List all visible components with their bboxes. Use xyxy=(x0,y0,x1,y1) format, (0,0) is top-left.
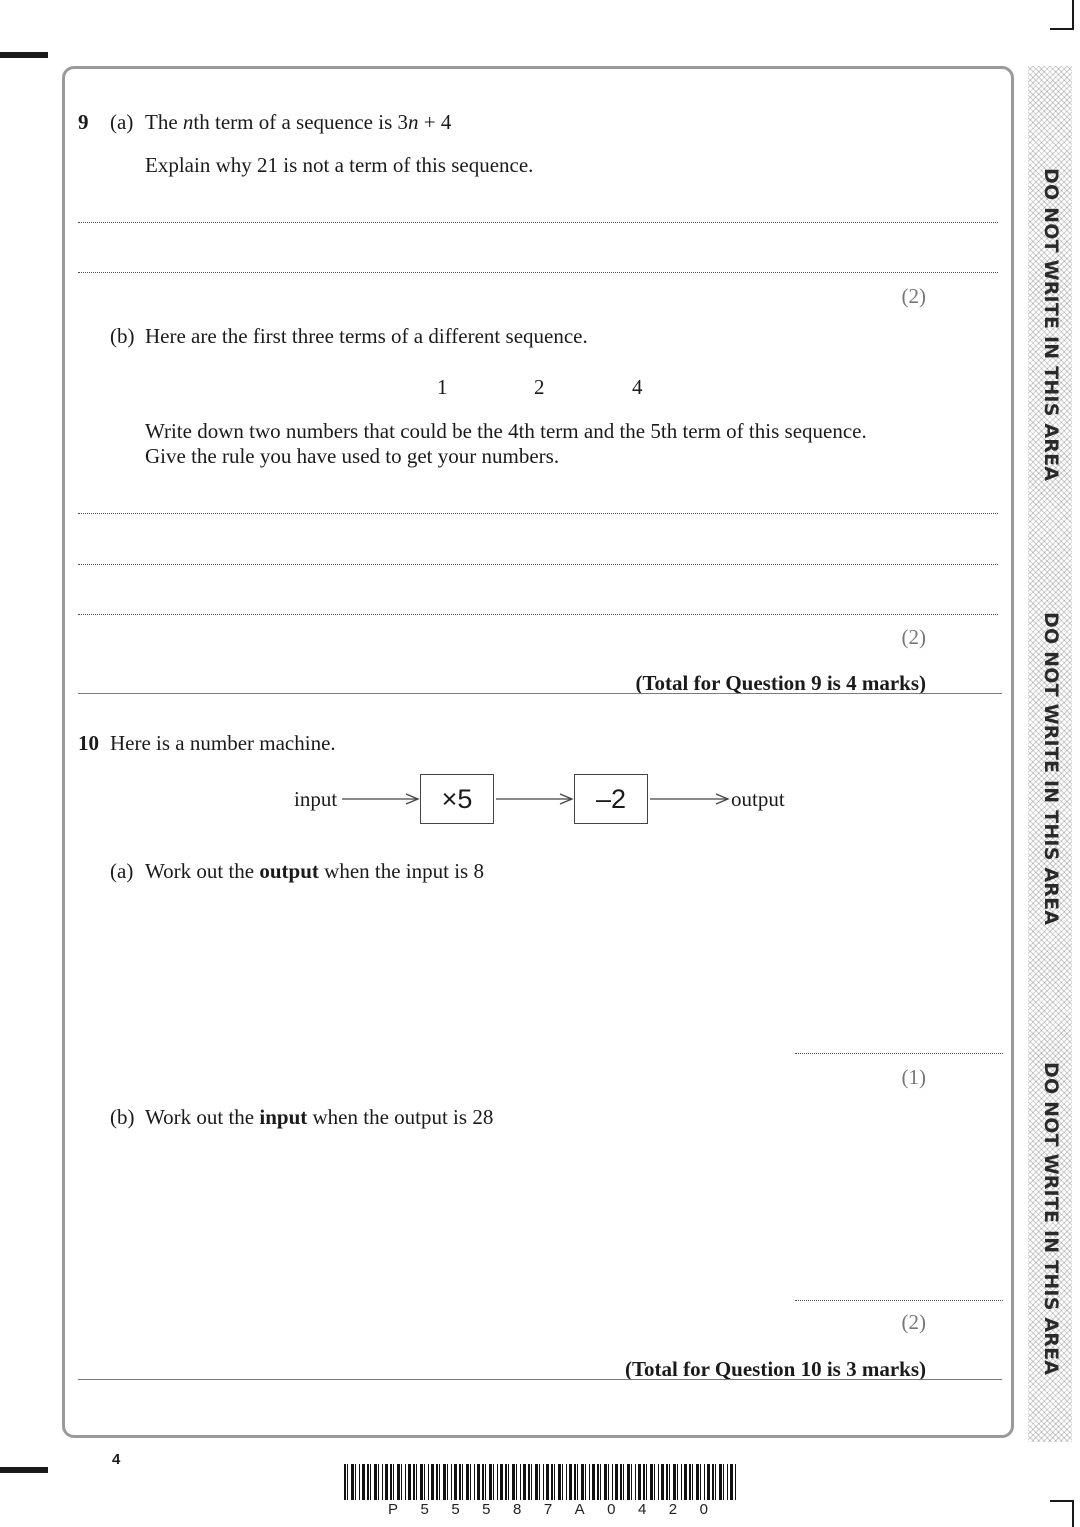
barcode-char: A xyxy=(574,1501,585,1518)
q9b-answer-line-3[interactable] xyxy=(78,614,998,615)
q9b-answer-line-1[interactable] xyxy=(78,513,998,514)
q10-stem: Here is a number machine. xyxy=(110,731,336,755)
q9b-term-2: 2 xyxy=(534,375,545,399)
q10a-label: (a) xyxy=(110,859,134,883)
page-number: 4 xyxy=(112,1451,121,1468)
machine-multiply-box: ×5 xyxy=(420,774,494,824)
margin-mark-bottom xyxy=(0,1467,48,1473)
question-9-number: 9 xyxy=(78,110,89,134)
q10a-answer-line[interactable] xyxy=(795,1053,1003,1054)
q10b-label: (b) xyxy=(110,1105,135,1129)
corner-mark-bottom-h xyxy=(1050,1500,1074,1502)
q9-total: (Total for Question 9 is 4 marks) xyxy=(635,671,926,695)
barcode-char: 0 xyxy=(699,1501,708,1518)
q9a-marks: (2) xyxy=(901,284,926,308)
q9b-instruction-2: Give the rule you have used to get your numbers. xyxy=(145,444,560,468)
barcode-char: 5 xyxy=(420,1501,429,1518)
side-warning-2: DO NOT WRITE IN THIS AREA xyxy=(1040,612,1062,926)
q9b-answer-line-2[interactable] xyxy=(78,564,998,565)
q10b-marks: (2) xyxy=(901,1310,926,1334)
barcode-char: 5 xyxy=(451,1501,460,1518)
corner-mark-top xyxy=(1072,0,1074,28)
q9b-instruction-1: Write down two numbers that could be the 4th term and the 5th term of this sequence. xyxy=(145,419,867,443)
corner-mark-top-h xyxy=(1050,28,1074,30)
q10a-marks: (1) xyxy=(901,1065,926,1089)
q9a-label: (a) xyxy=(110,110,134,134)
q9b-stem: Here are the first three terms of a different sequence. xyxy=(145,324,588,348)
corner-mark-bottom xyxy=(1072,1500,1074,1527)
q9a-answer-line-1[interactable] xyxy=(78,222,998,223)
q9b-label: (b) xyxy=(110,324,135,348)
barcode-char: 8 xyxy=(512,1501,522,1518)
q9a-stem: The nth term of a sequence is 3n + 4 xyxy=(145,110,452,134)
q10b-answer-line[interactable] xyxy=(795,1300,1003,1301)
margin-mark-top xyxy=(0,52,48,58)
machine-input-label: input xyxy=(294,787,338,811)
q9-end-rule xyxy=(78,693,1002,694)
side-warning-3: DO NOT WRITE IN THIS AREA xyxy=(1040,1062,1062,1376)
q9b-term-1: 1 xyxy=(437,375,448,399)
q10-end-rule xyxy=(78,1379,1002,1380)
barcode xyxy=(344,1464,736,1500)
q9a-answer-line-2[interactable] xyxy=(78,272,998,273)
machine-output-label: output xyxy=(731,787,785,811)
q10-total: (Total for Question 10 is 3 marks) xyxy=(624,1357,926,1381)
barcode-char: 2 xyxy=(668,1501,678,1518)
question-10-number: 10 xyxy=(78,731,99,755)
barcode-char: 5 xyxy=(482,1501,491,1518)
q9b-marks: (2) xyxy=(901,625,926,649)
q10a-stem: Work out the output when the input is 8 xyxy=(145,859,484,883)
barcode-char: 4 xyxy=(637,1501,647,1518)
barcode-char: 7 xyxy=(543,1501,553,1518)
machine-subtract-box: –2 xyxy=(574,774,648,824)
q10b-stem: Work out the input when the output is 28 xyxy=(145,1105,494,1129)
barcode-char: 0 xyxy=(607,1501,616,1518)
side-warning-1: DO NOT WRITE IN THIS AREA xyxy=(1040,168,1062,482)
barcode-text xyxy=(388,1501,708,1518)
q9b-term-3: 4 xyxy=(632,375,643,399)
q9a-prompt: Explain why 21 is not a term of this sequence. xyxy=(145,153,534,177)
barcode-char: P xyxy=(388,1501,399,1518)
